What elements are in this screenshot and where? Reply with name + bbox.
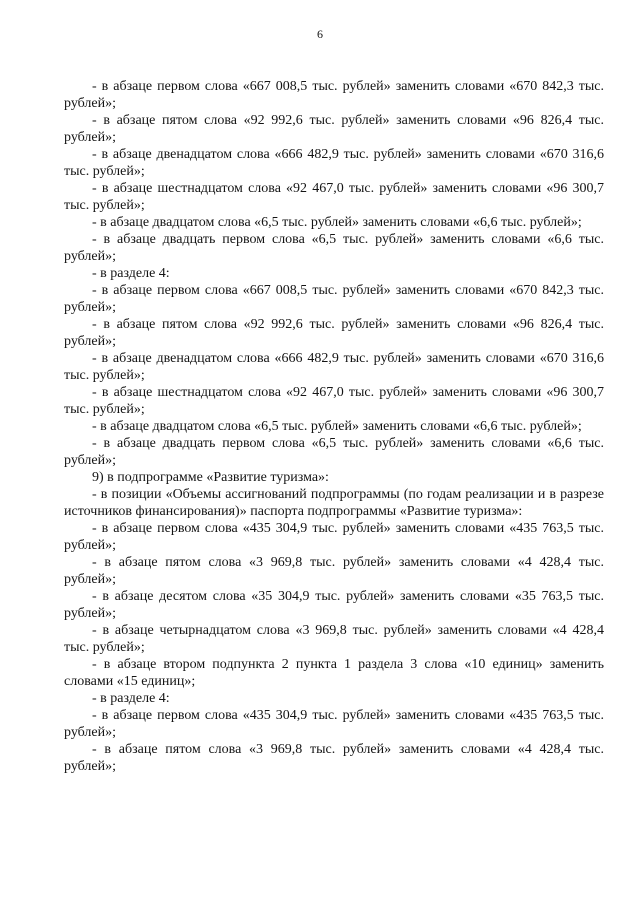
paragraph-22: - в абзаце первом слова «435 304,9 тыс. рублей» заменить словами «435 763,5 тыс. рублей»; [64, 708, 604, 740]
paragraph-1: - в абзаце первом слова «667 008,5 тыс. рублей» заменить словами «670 842,3 тыс. рублей»; [64, 79, 604, 111]
paragraph-8: - в абзаце первом слова «667 008,5 тыс. рублей» заменить словами «670 842,3 тыс. рублей»; [64, 283, 604, 315]
paragraph-23: - в абзаце пятом слова «3 969,8 тыс. рублей» заменить словами «4 428,4 тыс. рублей»; [64, 742, 604, 774]
paragraph-6: - в абзаце двадцать первом слова «6,5 тыс. рублей» заменить словами «6,6 тыс. рублей»; [64, 232, 604, 264]
paragraph-4: - в абзаце шестнадцатом слова «92 467,0 тыс. рублей» заменить словами «96 300,7 тыс. рублей»; [64, 181, 604, 213]
paragraph-18: - в абзаце десятом слова «35 304,9 тыс. рублей» заменить словами «35 763,5 тыс. рублей»; [64, 589, 604, 621]
document-body [64, 78, 604, 775]
paragraph-9: - в абзаце пятом слова «92 992,6 тыс. рублей» заменить словами «96 826,4 тыс. рублей»; [64, 317, 604, 349]
page-number: 6 [317, 27, 323, 41]
paragraph-3: - в абзаце двенадцатом слова «666 482,9 тыс. рублей» заменить словами «670 316,6 тыс. рублей»; [64, 147, 604, 179]
paragraph-14: 9) в подпрограмме «Развитие туризма»: [92, 470, 329, 485]
paragraph-11: - в абзаце шестнадцатом слова «92 467,0 тыс. рублей» заменить словами «96 300,7 тыс. рублей»; [64, 385, 604, 417]
paragraph-13: - в абзаце двадцать первом слова «6,5 тыс. рублей» заменить словами «6,6 тыс. рублей»; [64, 436, 604, 468]
paragraph-5: - в абзаце двадцатом слова «6,5 тыс. рублей» заменить словами «6,6 тыс. рублей»; [92, 215, 582, 230]
paragraph-20: - в абзаце втором подпункта 2 пункта 1 раздела 3 слова «10 единиц» заменить словами «15 единиц»; [64, 657, 604, 689]
paragraph-15: - в позиции «Объемы ассигнований подпрограммы (по годам реализации и в разрезе источников финансирования)» паспорта подпрограммы «Развитие туризма»: [64, 487, 604, 519]
paragraph-19: - в абзаце четырнадцатом слова «3 969,8 тыс. рублей» заменить словами «4 428,4 тыс. рублей»; [64, 623, 604, 655]
paragraph-7: - в разделе 4: [92, 266, 170, 281]
paragraph-16: - в абзаце первом слова «435 304,9 тыс. рублей» заменить словами «435 763,5 тыс. рублей»; [64, 521, 604, 553]
paragraph-2: - в абзаце пятом слова «92 992,6 тыс. рублей» заменить словами «96 826,4 тыс. рублей»; [64, 113, 604, 145]
paragraph-17: - в абзаце пятом слова «3 969,8 тыс. рублей» заменить словами «4 428,4 тыс. рублей»; [64, 555, 604, 587]
paragraph-21: - в разделе 4: [92, 691, 170, 706]
paragraph-10: - в абзаце двенадцатом слова «666 482,9 тыс. рублей» заменить словами «670 316,6 тыс. рублей»; [64, 351, 604, 383]
paragraph-12: - в абзаце двадцатом слова «6,5 тыс. рублей» заменить словами «6,6 тыс. рублей»; [92, 419, 582, 434]
